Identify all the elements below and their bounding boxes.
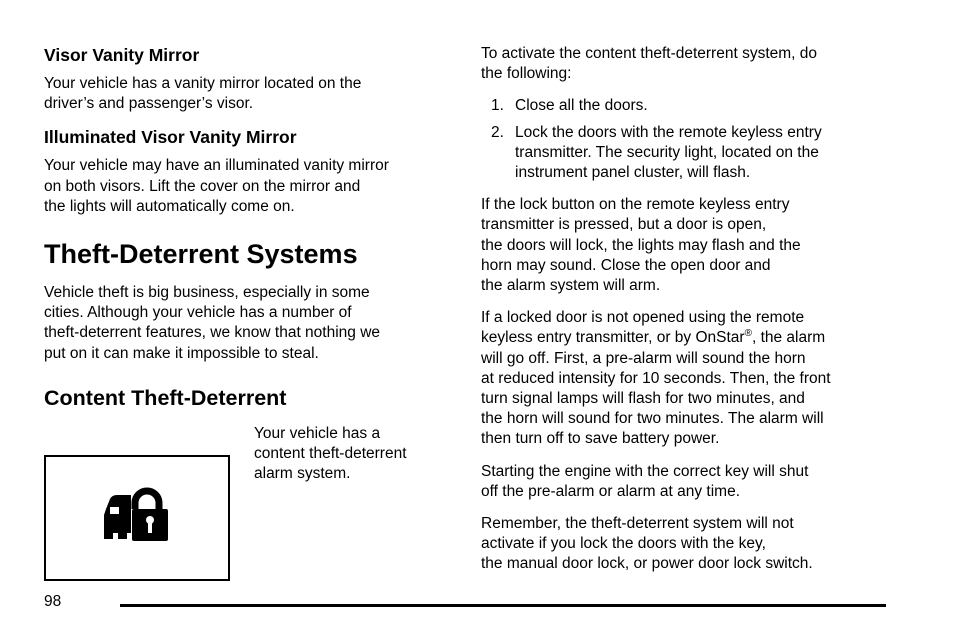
step-text: Lock the doors with the remote keyless entry transmitter. The security light, located on the instrument panel cluster, will flash. bbox=[515, 123, 822, 182]
content-theft-text: Your vehicle has a content theft-deterrent alarm system. bbox=[254, 424, 407, 483]
open-door-paragraph: If the lock button on the remote keyless entry transmitter is pressed, but a door is open, the doors will lock, the lights may flash and the horn may sound. Close the open door and the alarm system will arm. bbox=[481, 196, 801, 295]
remember-paragraph: Remember, the theft-deterrent system will not activate if you lock the doors with the key, the manual door lock, or power door lock switch. bbox=[481, 515, 813, 573]
alarm-text-part-2: , the alarm will go off. First, a pre-alarm will sound the horn at reduced intensity for 10 seconds. Then, the front turn signal lamps will flash for two minutes, and the horn will sound for two minutes. The alarm will then turn off to save battery power. bbox=[481, 329, 831, 448]
right-column bbox=[481, 44, 921, 587]
footer-rule bbox=[120, 604, 886, 607]
step-number: 1. bbox=[491, 97, 504, 115]
registered-mark: ® bbox=[744, 328, 752, 340]
page-number: 98 bbox=[44, 593, 62, 610]
starting-engine-paragraph: Starting the engine with the correct key will shut off the pre-alarm or alarm at any time. bbox=[481, 462, 809, 500]
security-icon-frame bbox=[44, 455, 230, 581]
content-theft-deterrent-heading: Content Theft-Deterrent bbox=[44, 385, 287, 410]
illuminated-visor-text: Your vehicle may have an illuminated vanity mirror on both visors. Lift the cover on the mirror and the lights will automatically come on. bbox=[44, 157, 389, 215]
alarm-text-part-1: If a locked door is not opened using the remote keyless entry transmitter, or by OnStar bbox=[481, 309, 805, 347]
page-footer bbox=[44, 592, 886, 612]
list-item bbox=[481, 123, 921, 184]
alarm-paragraph bbox=[481, 308, 921, 449]
theft-deterrent-heading: Theft-Deterrent Systems bbox=[44, 239, 358, 270]
list-item bbox=[481, 96, 921, 116]
content-theft-row bbox=[44, 424, 454, 584]
step-text: Close all the doors. bbox=[515, 97, 648, 115]
step-number: 2. bbox=[491, 123, 504, 141]
security-lock-car-icon bbox=[101, 487, 171, 545]
illuminated-visor-heading: Illuminated Visor Vanity Mirror bbox=[44, 127, 297, 148]
theft-deterrent-text: Vehicle theft is big business, especially in some cities. Although your vehicle has a number of theft-deterrent features, we know that nothing we put on it can make it impossible to steal. bbox=[44, 284, 381, 362]
visor-vanity-mirror-heading: Visor Vanity Mirror bbox=[44, 45, 200, 65]
activation-intro: To activate the content theft-deterrent system, do the following: bbox=[481, 45, 818, 83]
visor-vanity-mirror-text: Your vehicle has a vanity mirror located on the driver’s and passenger’s visor. bbox=[44, 75, 362, 113]
activation-steps bbox=[481, 96, 921, 183]
left-column bbox=[44, 44, 454, 584]
